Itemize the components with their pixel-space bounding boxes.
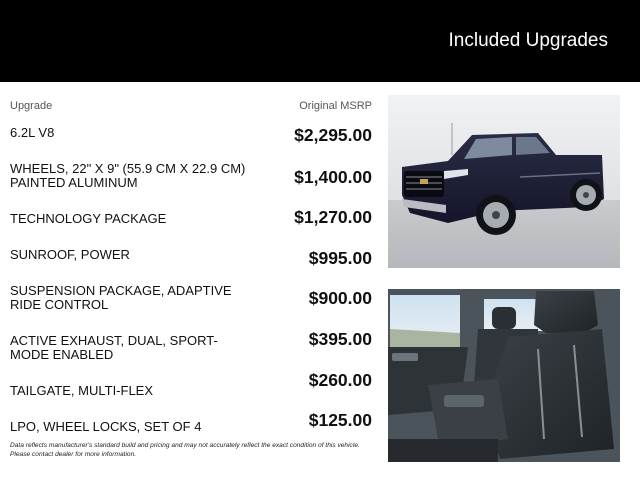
upgrade-name: SUSPENSION PACKAGE, ADAPTIVE RIDE CONTROL [10, 283, 232, 312]
upgrade-price: $125.00 [308, 410, 372, 430]
upgrade-price: $2,295.00 [294, 125, 372, 145]
upgrade-name: TAILGATE, MULTI-FLEX [10, 383, 154, 398]
upgrade-name: SUNROOF, POWER [10, 247, 130, 262]
upgrade-price: $1,400.00 [294, 167, 372, 187]
vehicle-exterior-photo [388, 95, 620, 268]
disclaimer-text: Data reflects manufacturer's standard build and pricing and may not accurately reflect the exact condition of this vehicle. Please contact dealer for more information. [10, 442, 360, 458]
upgrade-name: LPO, WHEEL LOCKS, SET OF 4 [10, 419, 202, 434]
msrp-column-header: Original MSRP [299, 100, 372, 112]
upgrade-price: $1,270.00 [294, 207, 372, 227]
upgrade-column-header: Upgrade [10, 100, 53, 112]
upgrade-price: $995.00 [308, 248, 372, 268]
page-title: Included Upgrades [448, 30, 608, 51]
header-bar [0, 0, 640, 82]
upgrade-name: TECHNOLOGY PACKAGE [10, 211, 167, 226]
vehicle-interior-photo [388, 289, 620, 462]
upgrade-name: 6.2L V8 [10, 125, 55, 140]
upgrade-price: $395.00 [308, 329, 372, 349]
upgrade-name: ACTIVE EXHAUST, DUAL, SPORT-MODE ENABLED [10, 333, 218, 362]
upgrade-name: WHEELS, 22" X 9" (55.9 CM X 22.9 CM) PAINTED ALUMINUM [10, 161, 246, 190]
upgrade-price: $900.00 [308, 288, 372, 308]
upgrade-price: $260.00 [308, 370, 372, 390]
